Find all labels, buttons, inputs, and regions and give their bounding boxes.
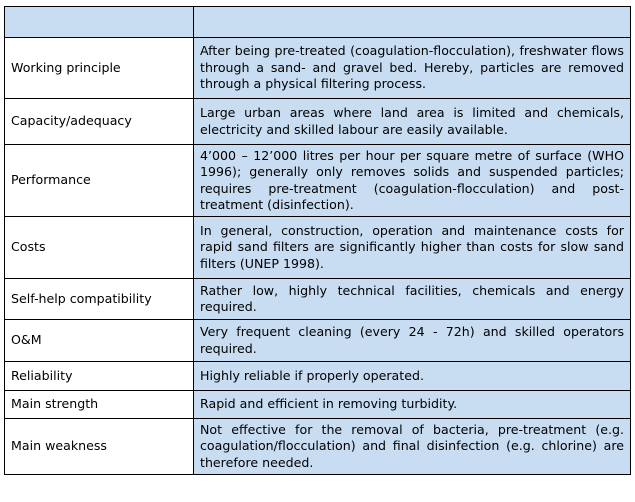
table-header-row (5, 7, 631, 38)
row-value: Highly reliable if properly operated. (194, 362, 631, 391)
row-label: Reliability (5, 362, 194, 391)
row-label: O&M (5, 320, 194, 362)
row-label: Performance (5, 145, 194, 217)
factsheet-table (4, 6, 631, 475)
row-label: Working principle (5, 38, 194, 99)
table-row (5, 145, 631, 217)
table-row (5, 38, 631, 99)
row-label: Costs (5, 217, 194, 279)
header-value-cell (194, 7, 631, 38)
row-value: Very frequent cleaning (every 24 - 72h) and skilled operators required. (194, 320, 631, 362)
table-row (5, 391, 631, 419)
row-value: Large urban areas where land area is limited and chemicals, electricity and skilled labour are easily available. (194, 99, 631, 145)
table-row (5, 99, 631, 145)
row-label: Capacity/adequacy (5, 99, 194, 145)
table-row (5, 279, 631, 320)
row-value: In general, construction, operation and maintenance costs for rapid sand filters are significantly higher than costs for slow sand filters (UNEP 1998). (194, 217, 631, 279)
row-label: Main weakness (5, 419, 194, 475)
header-label-cell (5, 7, 194, 38)
table-row (5, 419, 631, 475)
row-value: After being pre-treated (coagulation-flocculation), freshwater flows through a sand- and gravel bed. Hereby, particles are removed through a physical filtering process. (194, 38, 631, 99)
row-value: Rapid and efficient in removing turbidity. (194, 391, 631, 419)
row-label: Self-help compatibility (5, 279, 194, 320)
table-row (5, 320, 631, 362)
row-value: Rather low, highly technical facilities, chemicals and energy required. (194, 279, 631, 320)
row-value: 4’000 – 12’000 litres per hour per square metre of surface (WHO 1996); generally only removes solids and suspended particles; requires pre-treatment (coagulation-flocculation) and post-treatment (disinfection). (194, 145, 631, 217)
row-value: Not effective for the removal of bacteria, pre-treatment (e.g. coagulation/flocculation) and final disinfection (e.g. chlorine) are therefore needed. (194, 419, 631, 475)
row-label: Main strength (5, 391, 194, 419)
table-row (5, 362, 631, 391)
table-row (5, 217, 631, 279)
